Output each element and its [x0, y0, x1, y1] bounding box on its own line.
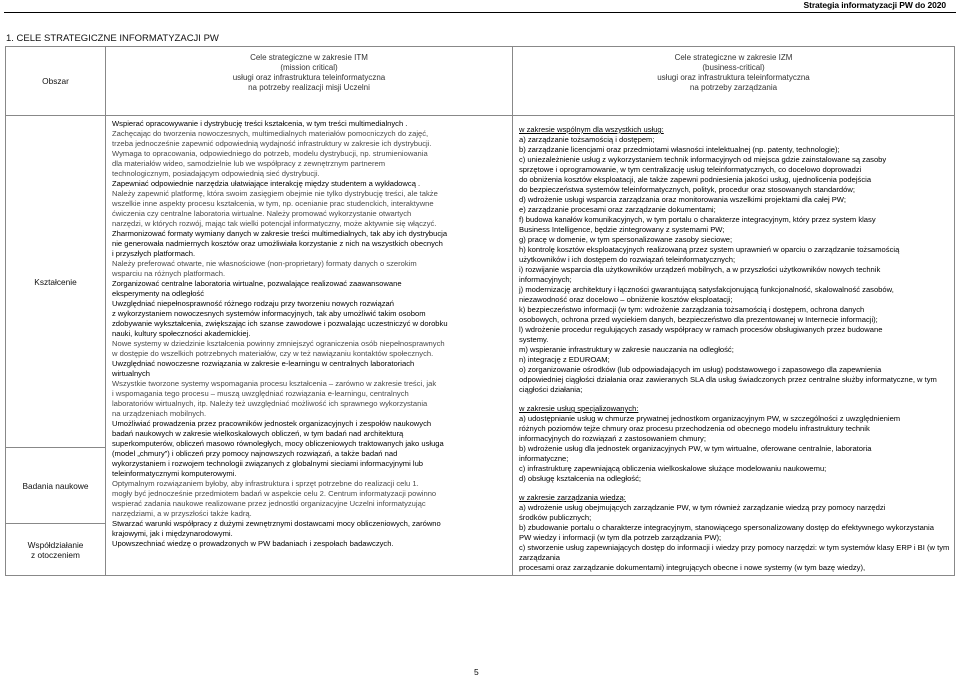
itm-goal-line: Umożliwiać prowadzenia przez pracowników jednostek organizacyjnych i zespołów naukowych — [112, 419, 432, 428]
head-izm-line: (business-critical) — [702, 63, 765, 72]
izm-goal-line: PW wiedzy i informacji (w tym dla potrzeb zarządzania PW); — [519, 533, 722, 542]
head-itm-line: usługi oraz infrastruktura teleinformatyczna — [232, 73, 386, 82]
head-itm-line: Cele strategiczne w zakresie ITM — [250, 53, 368, 62]
izm-goal-line: ciągłości działania; — [519, 385, 583, 394]
izm-goal-line: d) wdrożenie usługi wsparcia zarządzania oraz monitorowania wszelkimi projektami dla całej PW; — [519, 195, 846, 204]
head-itm-line: na potrzeby realizacji misji Uczelni — [248, 83, 370, 92]
itm-goal-line: superkomputerów, obliczeń masowo równoległych, mocy obliczeniowych traktowanych jako usługa — [112, 439, 444, 448]
izm-goal-line: j) modernizację architektury i łączności gwarantującą satysfakcjonującą funkcjonalność, skalowalność zasobów, — [519, 285, 894, 294]
itm-goal-line: Uwzględniać niepełnosprawność różnego rodzaju przy tworzeniu nowych rozwiązań — [112, 299, 394, 308]
strategy-table — [5, 46, 955, 576]
itm-goal-line: Upowszechniać wiedzę o prowadzonych w PW badaniach i zespołach badawczych. — [112, 539, 394, 548]
itm-goal-line: nie generowała nadmiernych kosztów oraz umożliwiała korzystanie z nich na wszystkich obecnych — [112, 239, 443, 248]
head-izm — [513, 47, 955, 116]
itm-goal-line: wykorzystaniem i rozwojem technologii związanych z globalnymi sieciami informacyjnymi lub — [112, 459, 424, 468]
itm-goal-line: teleinformatycznymi komputerowymi. — [112, 469, 237, 478]
izm-goal-line: Business Intelligence, będzie zintegrowany z systemami PW; — [519, 225, 725, 234]
itm-goal-line: zdobywanie wykształcenia, zwiększając ich szanse zawodowe i pozwalając uczestniczyć w dorobku — [112, 319, 448, 328]
itm-goal-line: eksperymenty na odległość — [112, 289, 205, 298]
izm-goal-line: e) zarządzanie procesami oraz zarządzanie dokumentami; — [519, 205, 716, 214]
itm-goal-line: Nowe systemy w dziedzinie kształcenia powinny zmniejszyć ograniczenia osób niepełnosprawnych — [112, 339, 445, 348]
izm-goal-line: informacyjnych; — [519, 275, 572, 284]
head-izm-line: Cele strategiczne w zakresie IZM — [674, 53, 793, 62]
area-wspoldzialanie-line: Współdziałanie — [27, 539, 84, 550]
izm-goal-line: o) zorganizowanie ośrodków (lub odpowiadających im usług) podstawowego i zapasowego dla zapewnienia — [519, 365, 882, 374]
izm-goal-line: n) integrację z EDUROAM; — [519, 355, 610, 364]
itm-goal-line: wirtualnych — [112, 369, 150, 378]
head-izm-line: usługi oraz infrastruktura teleinformatyczna — [657, 73, 810, 82]
izm-goal-line: sprzętowe i oprogramowanie, w tym centralizację usług teleinformatycznych, co docelowo doprowadzi — [519, 165, 862, 174]
area-badania: Badania naukowe — [6, 448, 106, 524]
itm-goal-line: Uwzględniać nowoczesne rozwiązania w zakresie e-learningu w centralnych laboratoriach — [112, 359, 415, 368]
izm-goal-line — [519, 395, 950, 404]
itm-goal-line: dla materiałów wideo, samodzielnie lub we współpracy z zewnętrznym partnerem — [112, 159, 386, 168]
itm-goal-line: krajowymi, jak i międzynarodowymi. — [112, 529, 233, 538]
izm-goal-line: b) zbudowanie portalu o charakterze integracyjnym, stanowiącego spersonalizowany dostęp do efektywnego wykorzystania — [519, 523, 934, 532]
itm-goal-line: Zorganizować centralne laboratoria wirtualne, pozwalające realizować zaawansowane — [112, 279, 402, 288]
itm-goal-line: i przyszłych platformach. — [112, 249, 196, 258]
izm-goal-line: f) budowa kanałów komunikacyjnych, w tym portalu o charakterze integracyjnym, który przez system klasy — [519, 215, 876, 224]
izm-goal-line: do obniżenia kosztów eksploatacji, ale także zapewni podniesienia jakości usług, ujednolicenia podejścia — [519, 175, 872, 184]
izm-goal-line: c) stworzenie usług zapewniających dostęp do informacji i wiedzy przy pomocy narzędzi: w tym systemów klasy ERP i BI (w tym zarządzania — [519, 543, 950, 562]
itm-goal-line: trzeba jednocześnie zapewnić odpowiednią wydajność infrastruktury w zakresie ich dystrybucji. — [112, 139, 432, 148]
itm-goal-line: w dostępie do wszelkich potrzebnych materiałów, czy w też nawiązaniu kontaktów społecznych. — [112, 349, 434, 358]
itm-goal-line: wspierać zadania naukowe realizowane przez jednostki organizacyjne Uczelni informatyzując — [112, 499, 426, 508]
izm-goal-line: g) pracę w domenie, w tym spersonalizowane zasoby sieciowe; — [519, 235, 733, 244]
itm-goals — [106, 116, 513, 576]
itm-goal-line: i wspomagania tego procesu – muszą uwzględniać rozwiązania e-learningu, centralnych — [112, 389, 409, 398]
izm-goal-line: h) kontrolę kosztów eksploatacyjnych realizowaną przez system uprawnień w oparciu o zarządzanie tożsamością — [519, 245, 900, 254]
head-obszar: Obszar — [6, 47, 106, 116]
izm-goal-line: odpowiedniej ciągłości działania oraz zawieranych SLA dla usług świadczonych przez centralne służby informatyczne, w tym — [519, 375, 937, 384]
izm-goal-line: różnych poziomów tejże chmury oraz procesu przechodzenia od obecnego modelu infrastruktury technik — [519, 424, 870, 433]
izm-goal-line: m) wspieranie infrastruktury w zakresie nauczania na odległość; — [519, 345, 734, 354]
izm-goal-line: w zakresie wspólnym dla wszystkich usług: — [519, 125, 664, 134]
izm-goal-line: b) wdrożenie usług dla jednostek organizacyjnych PW, w tym wirtualne, oferowane centralnie, laboratoria — [519, 444, 872, 453]
izm-goal-line: w zakresie zarządzania wiedzą: — [519, 493, 626, 502]
head-itm-line: (mission critical) — [280, 63, 338, 72]
izm-goal-line: niezawodność oraz docelowo – obniżenie kosztów eksploatacji; — [519, 295, 733, 304]
area-ksztalcenie: Kształcenie — [6, 116, 106, 448]
izm-goal-line: do bezpieczeństwa systemów teleinformatycznych, polityk, procedur oraz stosowanych standardów; — [519, 185, 855, 194]
running-header: Strategia informatyzacji PW do 2020 — [803, 0, 946, 10]
area-wspoldzialanie-line: z otoczeniem — [31, 549, 80, 560]
itm-goal-line: technologicznym, posiadającym odpowiednią sieć dystrybucji. — [112, 169, 320, 178]
izm-goal-line — [519, 484, 950, 493]
head-itm — [106, 47, 513, 116]
itm-goal-line: Zachęcając do tworzenia nowoczesnych, multimedialnych materiałów pomocniczych do zajęć, — [112, 129, 429, 138]
itm-goal-line: badań naukowych w zakresie wielkoskalowych obliczeń, w tym badań nad architekturą — [112, 429, 404, 438]
izm-goal-line: l) wdrożenie procedur regulujących zasady współpracy w ramach procesów obsługiwanych przez budowane — [519, 325, 883, 334]
itm-goal-line: Zharmonizować formaty wymiany danych w zakresie treści multimedialnych, tak aby ich dystrybucja — [112, 229, 448, 238]
itm-goal-line: Wymaga to opracowania, odpowiedniego do potrzeb, modelu dystrybucji, np. strumieniowania — [112, 149, 428, 158]
itm-goal-line: mogły być jednocześnie przedmiotem badań w aspekcie celu 2. Centrum informatyzacji powinno — [112, 489, 437, 498]
izm-goal-line: informatyczne; — [519, 454, 569, 463]
izm-goal-line: a) udostępnianie usług w chmurze prywatnej jednostkom organizacyjnym PW, w szczególności z uwzględnieniem — [519, 414, 901, 423]
itm-goal-line: (model „chmury”) i obliczeń przy pomocy najnowszych rozwiązań, a także badań nad — [112, 449, 398, 458]
izm-goals — [513, 116, 955, 576]
itm-goal-line: narzędzi, w których rozwój, mając tak wielki potencjał informatyczny, może aktywnie się włączyć. — [112, 219, 437, 228]
izm-goal-line: użytkowników i ich dostępem do rozwiązań teleinformatycznych; — [519, 255, 736, 264]
itm-goal-line: ćwiczenia czy centralne laboratoria wirtualne. Należy promować wykorzystanie otwartych — [112, 209, 412, 218]
izm-goal-line: systemy. — [519, 335, 549, 344]
area-wspoldzialanie — [6, 524, 106, 576]
itm-goal-line: Wspierać opracowywanie i dystrybucję treści kształcenia, w tym treści multimedialnych . — [112, 119, 408, 128]
izm-goal-line: c) infrastrukturę zapewniającą obliczenia wielkoskalowe służące modelowaniu naukowemu; — [519, 464, 827, 473]
itm-goal-line: na urządzeniach mobilnych. — [112, 409, 207, 418]
itm-goal-line: z wykorzystaniem nowoczesnych systemów informacyjnych, tak aby umożliwić takim osobom — [112, 309, 426, 318]
itm-goal-line: Należy preferować otwarte, nie własnościowe (non-proprietary) formaty danych o szerokim — [112, 259, 417, 268]
izm-goal-line: środków publicznych; — [519, 513, 592, 522]
izm-goal-line: procesami oraz zarządzanie dokumentami) integrujących obecne i nowe systemy (w tym bazę wiedzy), — [519, 563, 866, 572]
header-rule — [4, 12, 956, 13]
itm-goal-line: wszelkie inne aspekty procesu kształcenia, w tym, np. ocenianie prac studenckich, interaktywne — [112, 199, 434, 208]
itm-goal-line: laboratoriów wirtualnych, itp. Należy też uwzględniać możliwość ich sprawnego wykorzystania — [112, 399, 428, 408]
itm-goal-line: Wszystkie tworzone systemy wspomagania procesu kształcenia – zarówno w zakresie treści, jak — [112, 379, 437, 388]
itm-goal-line: nauki, kultury społeczności akademickiej. — [112, 329, 251, 338]
izm-goal-line: w zakresie usług specjalizowanych: — [519, 404, 639, 413]
itm-goal-line: narzędziami, a w przyszłości także kadrą. — [112, 509, 252, 518]
izm-goal-line: d) obsługę kształcenia na odległość; — [519, 474, 641, 483]
izm-goal-line: osobowych, ochrona przed wyciekiem danych, bezpieczeństwo dla prezentowanej w Internecie informacji); — [519, 315, 878, 324]
izm-goal-line: i) rozwijanie wsparcia dla użytkowników urządzeń mobilnych, a w przyszłości użytkowników nowych technik — [519, 265, 881, 274]
izm-goal-line: informacyjnych do rozwiązań z zastosowaniem chmury; — [519, 434, 706, 443]
izm-goal-line: c) uniezależnienie usług z wykorzystaniem technik informacyjnych od miejsca gdzie zainstalowane są zasoby — [519, 155, 887, 164]
section-title: 1. CELE STRATEGICZNE INFORMATYZACJI PW — [6, 33, 219, 44]
izm-goal-line: a) wdrożenie usług obejmujących zarządzanie PW, w tym również zarządzanie wiedzą przy pomocy narzędzi — [519, 503, 886, 512]
itm-goal-line: wsparciu na różnych platformach. — [112, 269, 226, 278]
itm-goal-line: Należy zapewnić platformę, która swoim zasięgiem obejmie nie tylko dystrybucję treści, ale także — [112, 189, 438, 198]
itm-goal-line: Stwarzać warunki współpracy z dużymi zewnętrznymi dostawcami mocy obliczeniowych, zarówno — [112, 519, 441, 528]
izm-goal-line: b) zarządzanie licencjami oraz przedmiotami własności intelektualnej (np. patenty, technologie); — [519, 145, 840, 154]
itm-goal-line: Zapewniać odpowiednie narzędzia ułatwiające interakcję między studentem a wykładowcą . — [112, 179, 421, 188]
itm-goal-line: Optymalnym rozwiązaniem byłoby, aby infrastruktura i sprzęt potrzebne do realizacji celu 1. — [112, 479, 419, 488]
head-izm-line: na potrzeby zarządzania — [689, 83, 778, 92]
izm-goal-line: a) zarządzanie tożsamością i dostępem; — [519, 135, 655, 144]
izm-goal-line: k) bezpieczeństwo informacji (w tym: wdrożenie zarządzania tożsamością i dostępem, ochrona danych — [519, 305, 865, 314]
page-number: 5 — [474, 667, 479, 677]
